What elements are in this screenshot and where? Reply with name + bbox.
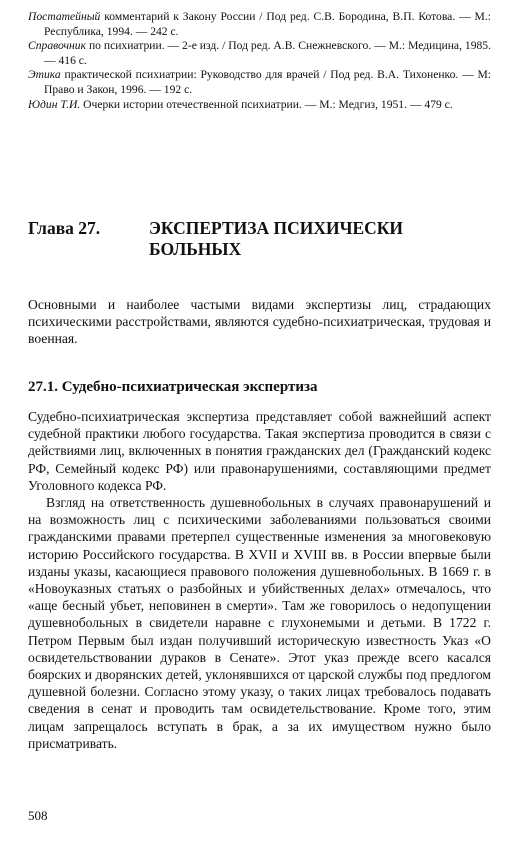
reference-author: Юдин Т.И. xyxy=(28,97,81,111)
reference-item xyxy=(28,10,491,39)
reference-item xyxy=(28,98,491,113)
chapter-number: Глава 27. xyxy=(28,218,101,238)
reference-text: комментарий к Закону России / Под ред. С.В. Бородина, В.П. Котова. — М.: Республика, 1994. — 242 с. xyxy=(44,10,491,38)
reference-author: Справочник xyxy=(28,39,87,53)
page xyxy=(28,10,491,112)
page-number: 508 xyxy=(28,808,48,823)
reference-text: практической психиатрии: Руководство для врачей / Под ред. В.А. Тихоненко. — М: Право и Закон, 1996. — 192 с. xyxy=(44,68,491,96)
chapter-title: ЭКСПЕРТИЗА ПСИХИЧЕСКИ БОЛЬНЫХ xyxy=(149,218,404,259)
reference-item xyxy=(28,68,491,97)
section-body xyxy=(28,408,491,752)
section-heading: 27.1. Судебно-психиатрическая экспертиза xyxy=(28,379,318,395)
chapter-intro: Основными и наиболее частыми видами экспертизы лиц, страдающих психическими расстройствами, являются судебно-психиатрическая, трудовая и военная. xyxy=(28,297,491,347)
reference-item xyxy=(28,39,491,68)
body-paragraph: Взгляд на ответственность душевнобольных в случаях правонарушений и на возможность лиц с психическими заболеваниями пользоваться своими гражданскими правами претерпел существенные изменения за многовековую историю Российского государства. В XVII и XVIII вв. в России впервые были изданы указы, касающиеся правового положения душевнобольных. В 1669 г. в «Новоуказных статьях о разбойных и убийственных делах» отмечалось, что «аще бесный убьет, неповинен в смерти». Там же говорилось о недопущении душевнобольных в свидетели наравне с глухонемыми и детьми. В 1722 г. Петром Первым был издан получивший историческую известность Указ «О освидетельствовании дураков в Сенате». Этот указ прежде всего касался боярских и дворянских детей, уклонявшихся от царской службы под предлогом душевной болезни. Согласно этому указу, о таких лицах требовалось подавать сведения в сенат и проводить там освидетельствование. Кроме того, этим лицам запрещалось вступать в брак, а за их имуществом нужно было присматривать. xyxy=(28,495,491,751)
body-paragraph: Судебно-психиатрическая экспертиза представляет собой важнейший аспект судебной практики любого государства. Такая экспертиза проводится в связи с действиями лиц, включенных в понятия гражданских дел (Гражданский кодекс РФ, Семейный кодекс РФ) или правонарушениями, составляющими предмет Уголовного кодекса РФ. xyxy=(28,409,491,493)
reference-list xyxy=(28,10,491,112)
reference-text: Очерки истории отечественной психиатрии. — М.: Медгиз, 1951. — 479 с. xyxy=(80,97,453,111)
reference-author: Постатейный xyxy=(28,10,101,23)
reference-author: Этика xyxy=(28,68,61,82)
reference-text: по психиатрии. — 2-е изд. / Под ред. А.В. Снежневского. — М.: Медицина, 1985. — 416 с. xyxy=(44,39,491,67)
